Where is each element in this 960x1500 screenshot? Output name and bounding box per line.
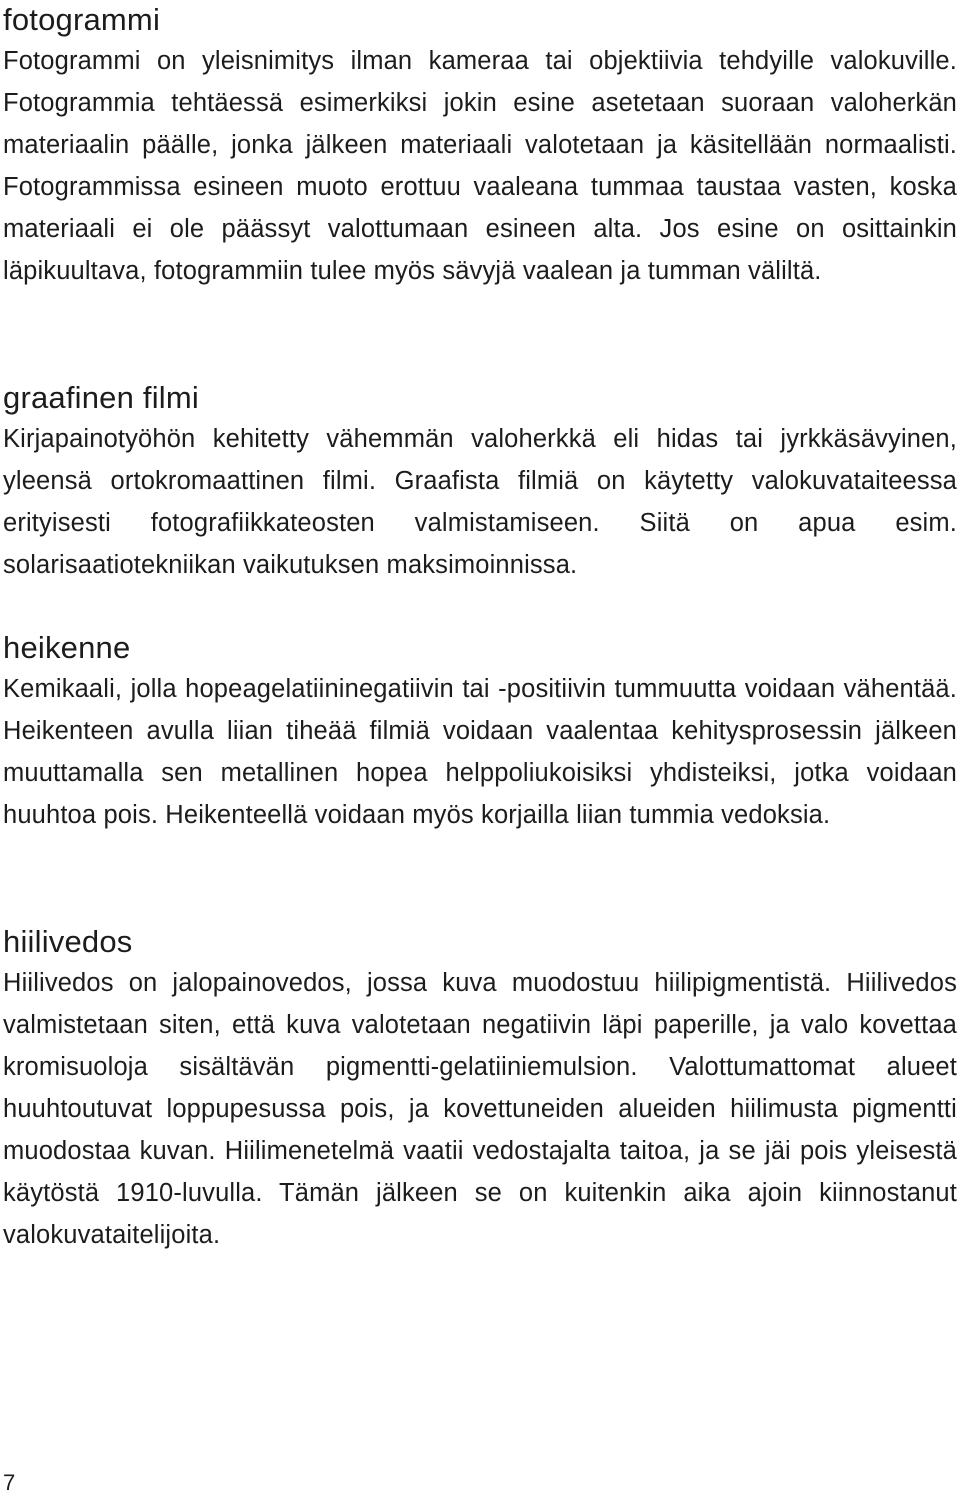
term-definition: Kemikaali, jolla hopeagelatiininegatiivin tai -positiivin tummuutta voidaan vähentää. Heikenteen avulla liian tiheää filmiä voidaan vaalentaa kehitysprosessin jälkeen muuttamalla sen metallinen hopea helppoliukoisiksi yhdisteiksi, jotka voidaan huuhtoa pois. Heikenteellä voidaan myös korjailla liian tummia vedoksia.: [3, 675, 957, 829]
glossary-entry-fotogrammi: [3, 0, 957, 292]
term-heading: graafinen filmi: [3, 380, 199, 415]
term-definition: Kirjapainotyöhön kehitetty vähemmän valoherkkä eli hidas tai jyrkkäsävyinen, yleensä ortokromaattinen filmi. Graafista filmiä on käytetty valokuvataiteessa erityisesti fotografiikkateosten valmistamiseen. Siitä on apua esim. solarisaatiotekniikan vaikutuksen maksimoinnissa.: [3, 425, 957, 579]
glossary-entry-heikenne: [3, 628, 957, 836]
glossary-entry-graafinen-filmi: [3, 378, 957, 586]
term-definition: Fotogrammi on yleisnimitys ilman kameraa tai objektiivia tehdyille valokuville. Fotogrammia tehtäessä esimerkiksi jokin esine asetetaan suoraan valoherkän materiaalin päälle, jonka jälkeen materiaali valotetaan ja käsitellään normaalisti. Fotogrammissa esineen muoto erottuu vaaleana tummaa taustaa vasten, koska materiaali ei ole päässyt valottumaan esineen alta. Jos esine on osittainkin läpikuultava, fotogrammiin tulee myös sävyjä vaalean ja tumman väliltä.: [3, 47, 957, 285]
term-heading: heikenne: [3, 630, 131, 665]
glossary-entry-hiilivedos: [3, 922, 957, 1256]
page-number: 7: [3, 1470, 16, 1495]
term-heading: fotogrammi: [3, 2, 161, 37]
term-definition: Hiilivedos on jalopainovedos, jossa kuva muodostuu hiilipigmentistä. Hiilivedos valmistetaan siten, että kuva valotetaan negatiivin läpi paperille, ja valo kovettaa kromisuoloja sisältävän pigmentti-gelatiiniemulsion. Valottumattomat alueet huuhtoutuvat loppupesussa pois, ja kovettuneiden alueiden hiilimusta pigmentti muodostaa kuvan. Hiilimenetelmä vaatii vedostajalta taitoa, ja se jäi pois yleisestä käytöstä 1910-luvulla. Tämän jälkeen se on kuitenkin aika ajoin kiinnostanut valokuvataitelijoita.: [3, 969, 957, 1249]
term-heading: hiilivedos: [3, 924, 133, 959]
